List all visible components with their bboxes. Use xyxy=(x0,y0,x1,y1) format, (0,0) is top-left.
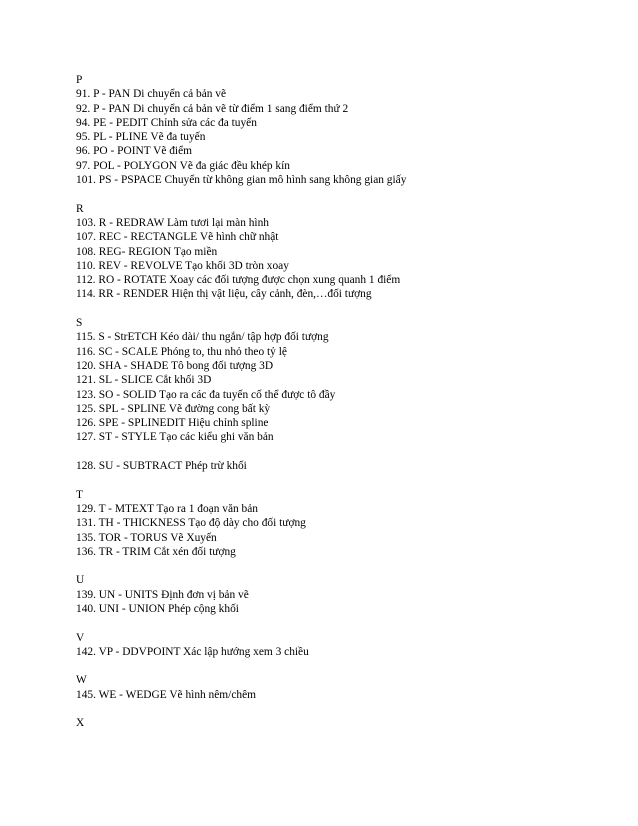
document-page xyxy=(76,73,616,731)
section-x xyxy=(76,716,616,730)
line-gap xyxy=(76,445,616,459)
command-line: 92. P - PAN Di chuyển cả bản vẽ từ điểm 1 sang điểm thứ 2 xyxy=(76,102,349,115)
command-line: 112. RO - ROTATE Xoay các đối tượng được chọn xung quanh 1 điểm xyxy=(76,274,401,287)
section-p xyxy=(76,73,616,187)
command-line: 125. SPL - SPLINE Vẽ đường cong bất kỳ xyxy=(76,402,271,415)
section-letter: P xyxy=(76,74,83,86)
command-line: 139. UN - UNITS Định đơn vị bản vẽ xyxy=(76,588,249,601)
section-v xyxy=(76,631,616,660)
section-letter: T xyxy=(76,488,83,501)
command-line: 96. PO - POINT Vẽ điểm xyxy=(76,145,193,158)
command-line: 95. PL - PLINE Vẽ đa tuyến xyxy=(76,131,206,144)
section-r xyxy=(76,202,616,302)
command-line: 135. TOR - TORUS Vẽ Xuyến xyxy=(76,531,217,544)
command-line: 101. PS - PSPACE Chuyển từ không gian mô hình sang không gian giấy xyxy=(76,174,407,187)
command-line: 145. WE - WEDGE Vẽ hình nêm/chêm xyxy=(76,688,256,701)
command-line: 110. REV - REVOLVE Tạo khối 3D tròn xoay xyxy=(76,259,289,272)
command-line: 114. RR - RENDER Hiện thị vật liệu, cây cảnh, đèn,…đối tượng xyxy=(76,288,372,301)
section-gap xyxy=(76,702,616,716)
command-line: 103. R - REDRAW Làm tươi lại màn hình xyxy=(76,216,269,229)
command-line: 136. TR - TRIM Cắt xén đối tượng xyxy=(76,545,236,558)
section-letter: W xyxy=(76,674,87,687)
command-line: 121. SL - SLICE Cắt khối 3D xyxy=(76,374,212,387)
section-gap xyxy=(76,187,616,201)
section-gap xyxy=(76,659,616,673)
section-letter: X xyxy=(76,717,85,730)
command-line: 91. P - PAN Di chuyển cả bản vẽ xyxy=(76,88,227,101)
command-line: 97. POL - POLYGON Vẽ đa giác đều khép kín xyxy=(76,159,290,172)
section-letter: R xyxy=(76,202,84,215)
command-line: 127. ST - STYLE Tạo các kiểu ghi văn bản xyxy=(76,431,274,444)
command-line: 94. PE - PEDIT Chỉnh sửa các đa tuyến xyxy=(76,116,257,129)
command-line: 126. SPE - SPLINEDIT Hiệu chỉnh spline xyxy=(76,417,269,430)
command-line: 108. REG- REGION Tạo miền xyxy=(76,245,218,258)
section-u xyxy=(76,573,616,616)
command-line: 107. REC - RECTANGLE Vẽ hình chữ nhật xyxy=(76,231,279,244)
section-letter: V xyxy=(76,631,85,644)
command-line: 131. TH - THICKNESS Tạo độ dày cho đối tượng xyxy=(76,517,306,530)
command-line: 140. UNI - UNION Phép cộng khối xyxy=(76,602,239,615)
command-line: 120. SHA - SHADE Tô bong đối tượng 3D xyxy=(76,359,274,372)
command-line: 115. S - StrETCH Kéo dài/ thu ngắn/ tập hợp đối tượng xyxy=(76,331,329,344)
command-line: 128. SU - SUBTRACT Phép trừ khối xyxy=(76,460,247,473)
section-t xyxy=(76,488,616,559)
section-gap xyxy=(76,302,616,316)
command-line: 129. T - MTEXT Tạo ra 1 đoạn văn bản xyxy=(76,502,259,515)
section-gap xyxy=(76,616,616,630)
section-letter: S xyxy=(76,317,83,330)
section-s xyxy=(76,316,616,473)
section-gap xyxy=(76,559,616,573)
section-w xyxy=(76,673,616,702)
command-line: 123. SO - SOLID Tạo ra các đa tuyến cố thể được tô đầy xyxy=(76,388,336,401)
section-letter: U xyxy=(76,574,85,587)
command-line: 142. VP - DDVPOINT Xác lập hướng xem 3 chiều xyxy=(76,645,309,658)
section-gap xyxy=(76,473,616,487)
command-line: 116. SC - SCALE Phóng to, thu nhỏ theo tỷ lệ xyxy=(76,345,287,358)
